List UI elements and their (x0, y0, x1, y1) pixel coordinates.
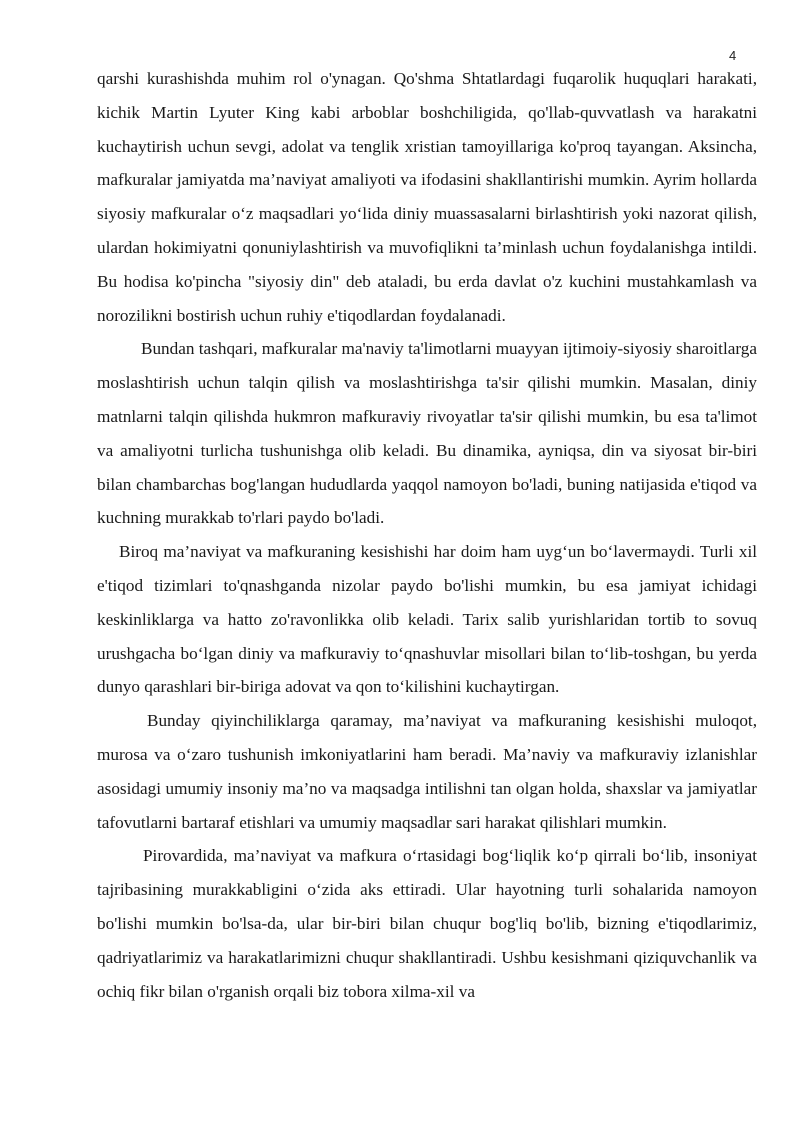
body-text (97, 62, 757, 1008)
paragraph-5: Pirovardida, ma’naviyat va mafkura o‘rtasidagi bog‘liqlik ko‘p qirrali bo‘lib, insoniyat tajribasining murakkabligini o‘zida aks ettiradi. Ular hayotning turli sohalarida namoyon bo'lishi mumkin bo'lsa-da, ular bir-biri bilan chuqur bog'liq bo'lib, bizning e'tiqodlarimiz, qadriyatlarimiz va harakatlarimizni chuqur shakllantiradi. Ushbu kesishmani qiziquvchanlik va ochiq fikr bilan o'rganish orqali biz tobora xilma-xil va (97, 846, 757, 1001)
paragraph-4: Bunday qiyinchiliklarga qaramay, ma’naviyat va mafkuraning kesishishi muloqot, murosa va o‘zaro tushunish imkoniyatlarini ham beradi. Ma’naviy va mafkuraviy izlanishlar asosidagi umumiy insoniy ma’no va maqsadga intilishni tan olgan holda, shaxslar va jamiyatlar tafovutlarni bartaraf etishlari va umumiy maqsadlar sari harakat qilishlari mumkin. (97, 711, 757, 832)
paragraph-3: Biroq ma’naviyat va mafkuraning kesishishi har doim ham uyg‘un bo‘lavermaydi. Turli xil e'tiqod tizimlari to'qnashganda nizolar paydo bo'lishi mumkin, bu esa jamiyat ichidagi keskinliklarga va hatto zo'ravonlikka olib keladi. Tarix salib yurishlaridan tortib to sovuq urushgacha bo‘lgan diniy va mafkuraviy to‘qnashuvlar misollari bilan to‘lib-toshgan, bu yerda dunyo qarashlari bir-biriga adovat va qon to‘kilishini kuchaytirgan. (97, 542, 757, 697)
paragraph-1: qarshi kurashishda muhim rol o'ynagan. Qo'shma Shtatlardagi fuqarolik huquqlari harakati, kichik Martin Lyuter King kabi arboblar boshchiligida, qo'llab-quvvatlash va harakatni kuchaytirish uchun sevgi, adolat va tenglik xristian tamoyillariga ko'proq tayangan. Aksincha, mafkuralar jamiyatda ma’naviyat amaliyoti va ifodasini shakllantirishi mumkin. Ayrim hollarda siyosiy mafkuralar o‘z maqsadlari yo‘lida diniy muassasalarni birlashtirish yoki nazorat qilish, ulardan hokimiyatni qonuniylashtirish va muvofiqlikni ta’minlash uchun foydalanishga intildi. Bu hodisa ko'pincha "siyosiy din" deb ataladi, bu erda davlat o'z kuchini mustahkamlash va norozilikni bostirish uchun ruhiy e'tiqodlardan foydalanadi. (97, 69, 757, 325)
page-number: 4 (729, 48, 737, 63)
paragraph-2: Bundan tashqari, mafkuralar ma'naviy ta'limotlarni muayyan ijtimoiy-siyosiy sharoitlarga moslashtirish uchun talqin qilish va moslashtirishga ta'sir qilishi mumkin. Masalan, diniy matnlarni talqin qilishda hukmron mafkuraviy rivoyatlar ta'sir qilishi mumkin, bu esa ta'limot va amaliyotni turlicha tushunishga olib keladi. Bu dinamika, ayniqsa, din va siyosat bir-biri bilan chambarchas bog'langan hududlarda yaqqol namoyon bo'ladi, buning natijasida e'tiqod va kuchning murakkab to'rlari paydo bo'ladi. (97, 339, 757, 528)
